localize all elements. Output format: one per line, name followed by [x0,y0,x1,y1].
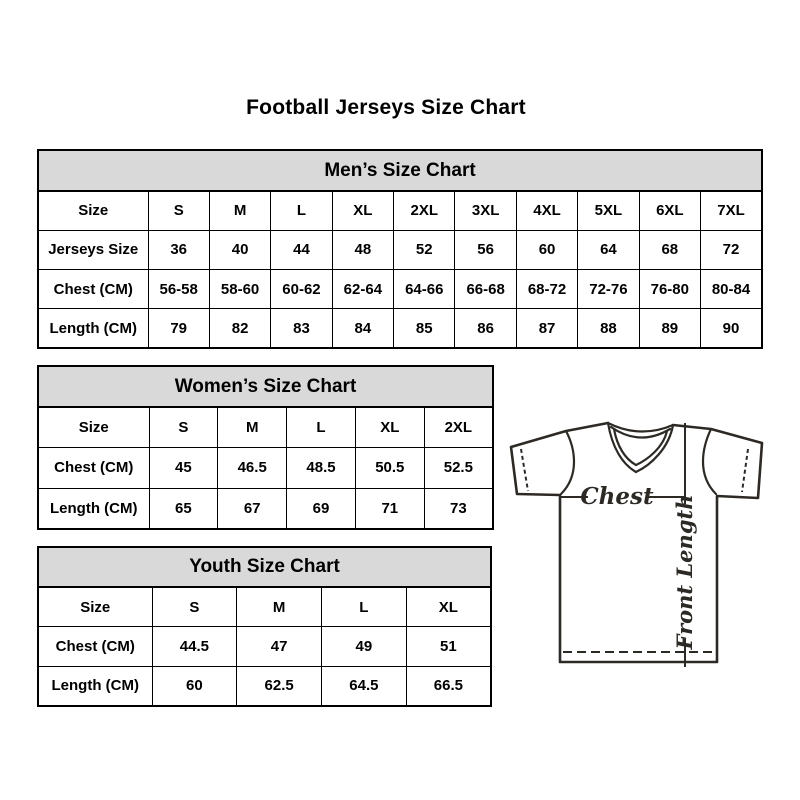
youth-size-chart-table [37,546,492,705]
page-title: Football Jerseys Size Chart [246,96,526,119]
table-cell: XL [332,191,393,230]
table-cell: 65 [149,488,218,529]
table-cell: 87 [516,309,577,348]
table-cell: 82 [209,309,270,348]
row-label: Size [38,407,149,448]
table-cell: 64 [578,230,639,269]
table-cell: 67 [218,488,287,529]
table-cell: L [271,191,332,230]
table-row [38,587,491,627]
table-cell: 5XL [578,191,639,230]
table-cell: 56 [455,230,516,269]
table-cell: 47 [237,627,322,667]
table-cell: 83 [271,309,332,348]
table-cell: 66.5 [406,666,491,706]
table-cell: 2XL [424,407,493,448]
table-cell: 48 [332,230,393,269]
womens-size-chart-table [37,365,494,528]
youth-table [37,546,492,707]
table-cell: 46.5 [218,448,287,489]
womens-table [37,365,494,530]
row-label: Size [38,191,148,230]
table-cell: 60-62 [271,270,332,309]
table-cell: 45 [149,448,218,489]
jersey-outline [511,423,762,662]
table-cell: 69 [287,488,356,529]
front-length-label: Front Length [672,494,697,650]
table-title: Women’s Size Chart [38,366,493,407]
table-cell: 84 [332,309,393,348]
table-cell: 85 [394,309,455,348]
table-row [38,627,491,667]
table-row [38,191,762,230]
table-cell: 62-64 [332,270,393,309]
right-sleeve-seam [703,429,716,494]
table-cell: 68-72 [516,270,577,309]
table-cell: M [237,587,322,627]
table-cell: M [209,191,270,230]
row-label: Length (CM) [38,666,152,706]
table-cell: 88 [578,309,639,348]
table-cell: 50.5 [355,448,424,489]
jersey-measurement-diagram [495,400,785,690]
table-cell: 44 [271,230,332,269]
table-row [38,230,762,269]
table-cell: 7XL [701,191,762,230]
chest-label: Chest [580,483,654,510]
table-cell: S [148,191,209,230]
jersey-diagram-svg [495,400,785,690]
table-cell: L [322,587,407,627]
table-row [38,666,491,706]
table-title: Youth Size Chart [38,547,491,587]
table-cell: 36 [148,230,209,269]
table-cell: 79 [148,309,209,348]
table-cell: 60 [516,230,577,269]
table-row [38,309,762,348]
table-cell: 51 [406,627,491,667]
table-cell: S [149,407,218,448]
table-cell: 76-80 [639,270,700,309]
table-cell: 58-60 [209,270,270,309]
table-cell: 90 [701,309,762,348]
table-cell: 44.5 [152,627,237,667]
left-cuff-dashed-line [521,449,528,491]
table-cell: XL [406,587,491,627]
table-cell: 52.5 [424,448,493,489]
row-label: Chest (CM) [38,627,152,667]
table-title: Men’s Size Chart [38,150,762,191]
table-cell: 56-58 [148,270,209,309]
table-cell: 2XL [394,191,455,230]
table-cell: 86 [455,309,516,348]
row-label: Chest (CM) [38,448,149,489]
table-cell: 71 [355,488,424,529]
table-cell: 80-84 [701,270,762,309]
table-cell: 73 [424,488,493,529]
row-label: Chest (CM) [38,270,148,309]
row-label: Jerseys Size [38,230,148,269]
table-title-row [38,366,493,407]
mens-size-chart-table [37,149,763,347]
table-title-row [38,547,491,587]
row-label: Length (CM) [38,309,148,348]
table-cell: 89 [639,309,700,348]
mens-table [37,149,763,349]
table-cell: 66-68 [455,270,516,309]
table-cell: 72 [701,230,762,269]
table-cell: 3XL [455,191,516,230]
table-cell: 48.5 [287,448,356,489]
table-cell: L [287,407,356,448]
table-row [38,488,493,529]
table-row [38,407,493,448]
row-label: Length (CM) [38,488,149,529]
table-cell: 64-66 [394,270,455,309]
left-sleeve-seam [561,431,574,494]
table-cell: 4XL [516,191,577,230]
table-row [38,270,762,309]
table-cell: 49 [322,627,407,667]
table-cell: 6XL [639,191,700,230]
table-cell: 40 [209,230,270,269]
table-cell: XL [355,407,424,448]
table-cell: S [152,587,237,627]
table-cell: 62.5 [237,666,322,706]
table-cell: M [218,407,287,448]
right-cuff-dashed-line [742,449,748,492]
table-cell: 68 [639,230,700,269]
table-cell: 52 [394,230,455,269]
table-cell: 72-76 [578,270,639,309]
table-title-row [38,150,762,191]
table-cell: 60 [152,666,237,706]
row-label: Size [38,587,152,627]
table-row [38,448,493,489]
table-cell: 64.5 [322,666,407,706]
